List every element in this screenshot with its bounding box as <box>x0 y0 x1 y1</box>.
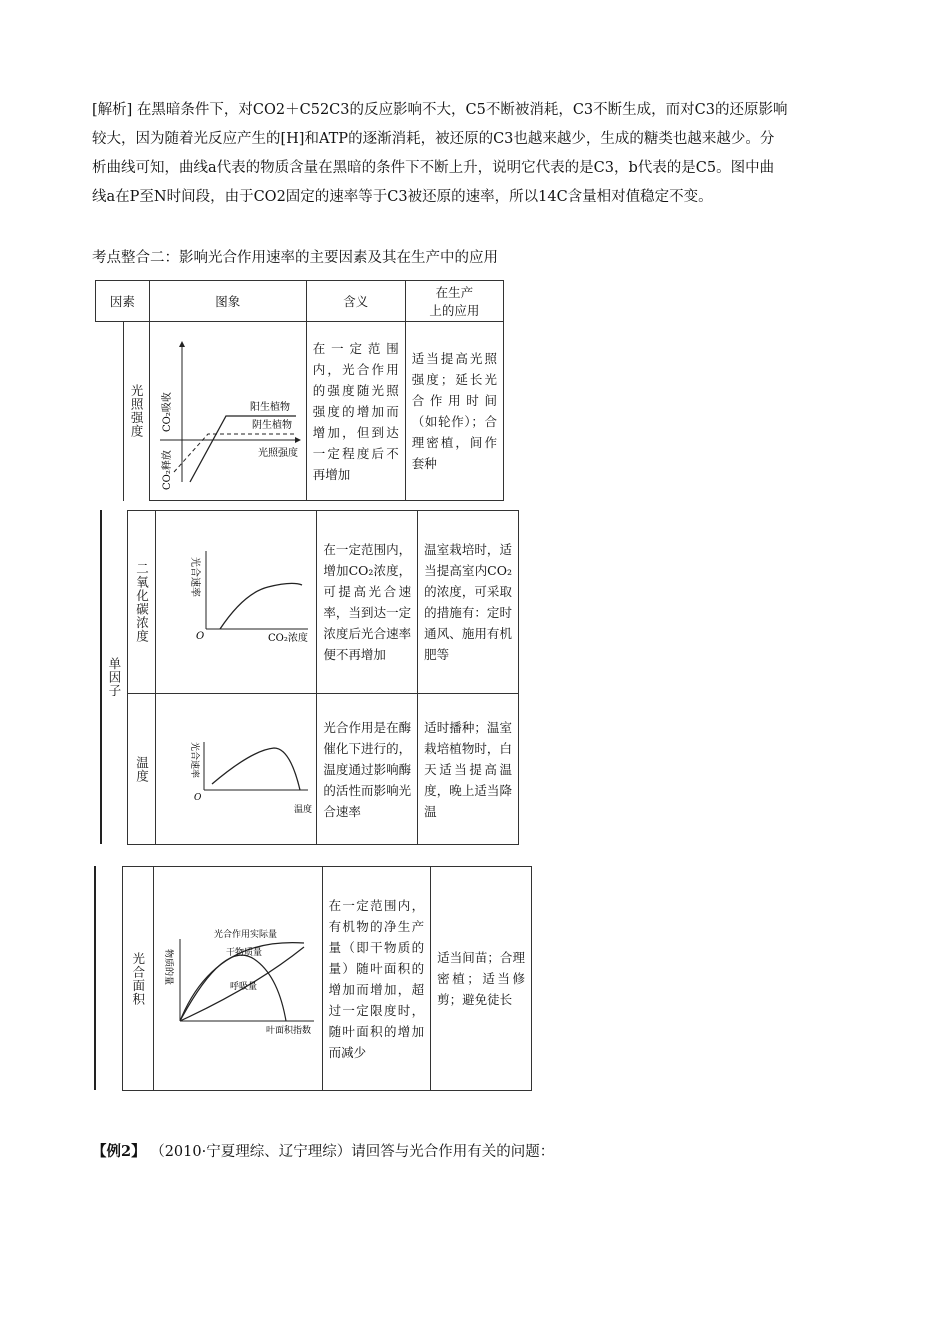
meaning-cell-light <box>306 322 405 501</box>
light-intensity-graph <box>150 322 306 500</box>
meaning-temperature: 光合作用是在酶催化下进行的，温度通过影响酶的活性而影响光合速率 <box>323 719 412 819</box>
x-axis-label: CO₂浓度 <box>268 633 309 644</box>
origin-label: O <box>194 793 202 803</box>
single-factor-label: 单因子 <box>106 657 122 698</box>
label-actual-photosynthesis: 光合作用实际量 <box>213 930 277 940</box>
graph-cell-light <box>149 322 306 501</box>
label-respiration: 呼吸量 <box>229 982 257 992</box>
application-cell-co2 <box>418 511 519 694</box>
analysis-paragraph <box>92 96 862 212</box>
co2-curve <box>220 583 302 629</box>
factor-temperature: 温度 <box>134 755 150 783</box>
application-light-intensity: 适当提高光照强度；延长光合作用时间（如轮作）；合理密植，间作套种 <box>411 351 497 471</box>
application-leaf-area: 适当间苗；合理密植；适当修剪；避免徒长 <box>437 950 525 1007</box>
factor-co2-concentration: 二氧化碳浓度 <box>134 561 150 643</box>
application-cell-light <box>405 322 503 501</box>
example-text: （2010·宁夏理综、辽宁理综）请回答与光合作用有关的问题： <box>150 1144 555 1160</box>
y-axis-label: 光合速率 <box>189 557 201 597</box>
application-cell-temperature <box>418 694 519 845</box>
application-temperature: 适时播种；温室栽培植物时，白天适当提高温度，晚上适当降温 <box>424 719 512 819</box>
legend-shade-plant: 阴生植物 <box>251 420 292 431</box>
factor-cell-temperature <box>127 694 156 845</box>
co2-concentration-graph <box>156 511 316 693</box>
y-axis-label: 光合速率 <box>189 742 200 779</box>
meaning-light-intensity: 在一定范围内，光合作用的强度随光照强度的增加而增加，但到达一定程度后不再增加 <box>312 340 399 482</box>
example-tag: 【例2】 <box>92 1143 146 1160</box>
table-left-edge-3 <box>94 866 96 1090</box>
factor-table-part-3 <box>122 866 532 1091</box>
x-axis-label: 光照强度 <box>257 448 298 459</box>
legend-sun-plant: 阳生植物 <box>249 402 290 413</box>
header-factor: 因素 <box>96 281 150 322</box>
temperature-curve <box>212 748 300 790</box>
factor-table-part-2 <box>101 510 519 845</box>
leaf-area-graph <box>154 867 322 1090</box>
analysis-line-3: 析曲线可知，曲线a代表的物质含量在黑暗的条件下不断上升，说明它代表的是C3，b代表的是C5。图中曲 <box>92 160 775 176</box>
label-dry-matter: 干物质量 <box>225 948 262 958</box>
factor-cell-leaf-area <box>123 867 154 1091</box>
x-axis-label: 叶面积指数 <box>265 1026 311 1036</box>
header-application-line1: 在生产 <box>435 285 474 300</box>
analysis-line-1: [解析] 在黑暗条件下，对CO2＋C52C3的反应影响不大，C5不断被消耗，C3不断生成，而对C3的还原影响 <box>92 102 788 118</box>
application-cell-leaf-area <box>431 867 532 1091</box>
single-factor-cell <box>101 511 127 845</box>
factor-leaf-area: 光合面积 <box>130 951 146 1006</box>
meaning-cell-leaf-area <box>322 867 431 1091</box>
temperature-graph <box>156 694 316 844</box>
meaning-cell-temperature <box>317 694 418 845</box>
analysis-line-4: 线a在P至N时间段，由于CO2固定的速率等于C3被还原的速率，所以14C含量相对值稳定不变。 <box>92 189 713 205</box>
header-application <box>405 281 503 322</box>
x-axis-label: 温度 <box>294 805 313 815</box>
header-application-line2: 上的应用 <box>429 303 480 318</box>
meaning-cell-co2 <box>317 511 418 694</box>
header-graph: 图象 <box>149 281 306 322</box>
graph-cell-co2 <box>156 511 317 694</box>
example-line <box>92 1140 554 1161</box>
factor-light-intensity: 光照强度 <box>129 384 145 439</box>
y-axis-label-absorb: CO₂吸收 <box>161 392 173 432</box>
graph-cell-temperature <box>156 694 317 845</box>
y-axis-label-release: CO₂释放 <box>161 450 173 490</box>
factor-table-part-1 <box>95 280 504 501</box>
y-axis-label: 物质的量 <box>162 949 173 986</box>
meaning-co2-concentration: 在一定范围内，增加CO₂浓度，可提高光合速率，当到达一定浓度后光合速率便不再增加 <box>323 542 412 662</box>
factor-cell-co2 <box>127 511 156 694</box>
application-co2-concentration: 温室栽培时，适当提高室内CO₂的浓度，可采取的措施有：定时通风、施用有机肥等 <box>424 542 512 662</box>
graph-cell-leaf-area <box>153 867 322 1091</box>
single-factor-column-top <box>96 322 150 501</box>
origin-label: O <box>196 631 205 642</box>
section-heading: 考点整合二：影响光合作用速率的主要因素及其在生产中的应用 <box>92 250 498 266</box>
meaning-leaf-area: 在一定范围内，有机物的净生产量（即干物质的量）随叶面积的增加而增加，超过一定限度时，随叶面积的增加而减少 <box>328 897 425 1060</box>
header-meaning: 含义 <box>306 281 405 322</box>
analysis-line-2: 较大，因为随着光反应产生的[H]和ATP的逐渐消耗，被还原的C3也越来越少，生成的糖类也越来越少。分 <box>92 131 775 147</box>
